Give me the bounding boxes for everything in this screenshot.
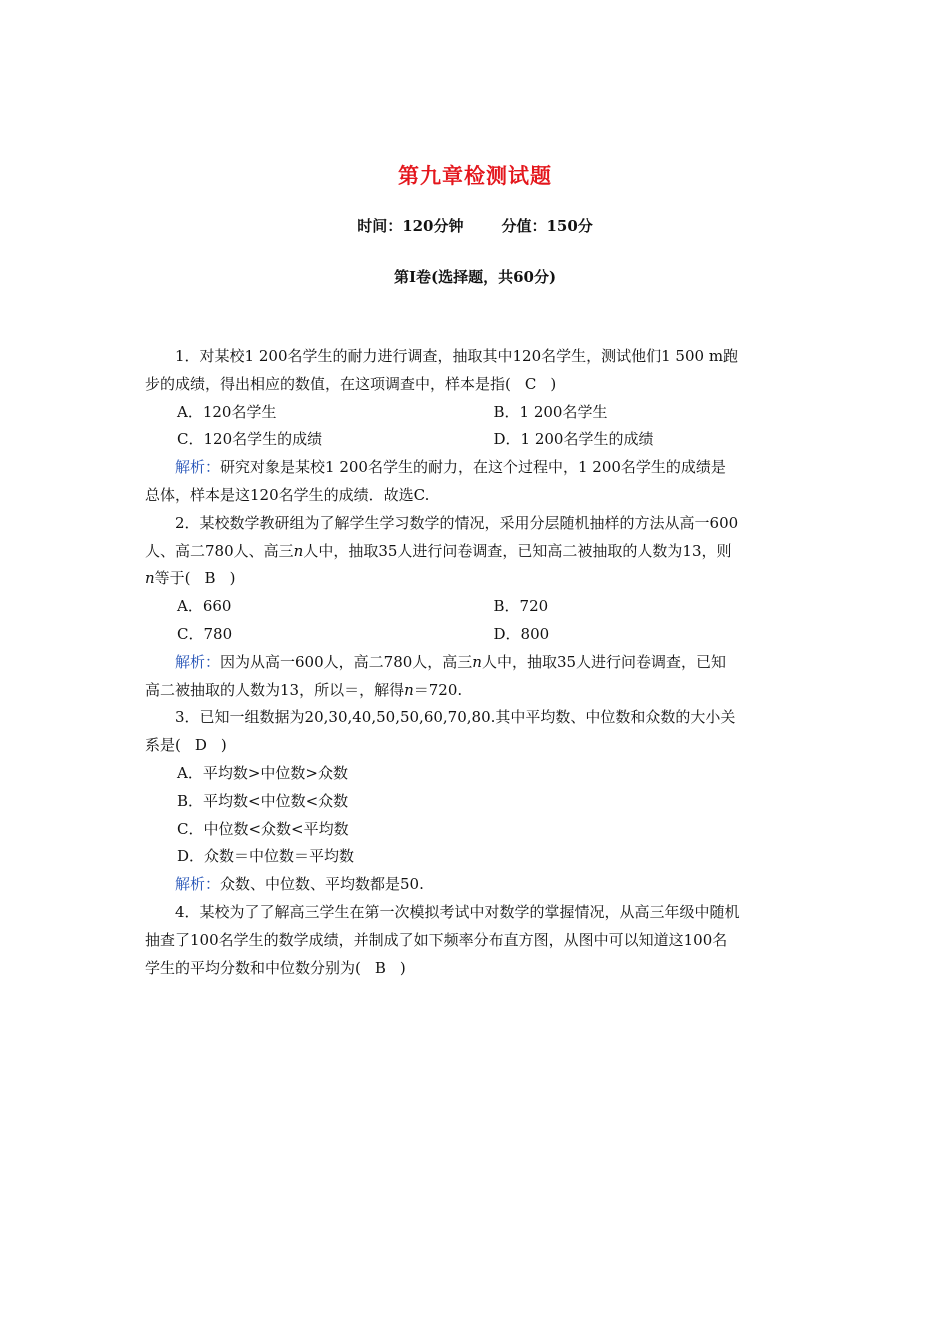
option-d: D．众数＝中位数＝平均数 bbox=[177, 847, 355, 866]
question-4-stem-line-2: 抽查了100名学生的数学成绩，并制成了如下频率分布直方图，从图中可以知道这100名 bbox=[145, 930, 728, 949]
option-c: C．中位数<众数<平均数 bbox=[177, 819, 349, 838]
question-1-options bbox=[145, 399, 810, 455]
question-4-answer: B bbox=[374, 958, 386, 977]
option-a: A．660 bbox=[177, 597, 232, 616]
question-1-analysis-line-2: 总体，样本是这120名学生的成绩．故选C. bbox=[145, 485, 430, 504]
question-2-analysis-line-2: 高二被抽取的人数为13，所以＝，解得n＝720. bbox=[145, 680, 463, 699]
option-c: C．120名学生的成绩 bbox=[177, 430, 323, 449]
exam-score: 分值：150分 bbox=[501, 217, 593, 235]
question-1-stem-line-2: 步的成绩，得出相应的数值，在这项调查中，样本是指( C ) bbox=[145, 371, 810, 399]
question-2-stem-line-2: 人、高二780人、高三n人中，抽取35人进行问卷调查，已知高二被抽取的人数为13，则 bbox=[145, 541, 732, 560]
section-heading: 第Ⅰ卷(选择题，共60分) bbox=[393, 268, 557, 286]
option-a: A．120名学生 bbox=[177, 402, 277, 421]
option-b: B．720 bbox=[493, 597, 549, 616]
question-2-analysis-line-1: 解析：因为从高一600人，高二780人，高三n人中，抽取35人进行问卷调查，已知 bbox=[175, 652, 727, 671]
question-1-stem-line-1: 1．对某校1 200名学生的耐力进行调查，抽取其中120名学生，测试他们1 500 m跑 bbox=[175, 347, 739, 365]
question-3-analysis-line-1: 解析：众数、中位数、平均数都是50. bbox=[175, 875, 424, 894]
question-2-stem-line-3: n等于( B ) bbox=[145, 565, 810, 593]
question-3-stem-line-2: 系是( D ) bbox=[145, 732, 810, 760]
option-a: A．平均数>中位数>众数 bbox=[177, 763, 348, 782]
question-3-stem-line-1: 3．已知一组数据为20,30,40,50,50,60,70,80.其中平均数、中位数和众数的大小关 bbox=[175, 708, 736, 727]
question-3-answer: D bbox=[194, 736, 207, 755]
option-c: C．780 bbox=[177, 624, 233, 643]
question-body bbox=[145, 343, 810, 982]
page-title: 第九章检测试题 bbox=[398, 163, 552, 188]
question-2-answer: B bbox=[204, 569, 216, 588]
option-b: B．1 200名学生 bbox=[493, 402, 608, 421]
question-4-stem-line-3: 学生的平均分数和中位数分别为( B ) bbox=[145, 955, 810, 983]
question-4-stem-line-1: 4．某校为了了解高三学生在第一次模拟考试中对数学的掌握情况，从高三年级中随机 bbox=[175, 902, 740, 921]
analysis-label: 解析： bbox=[175, 458, 221, 477]
analysis-label: 解析： bbox=[175, 652, 221, 671]
question-1-analysis-line-1: 解析：研究对象是某校1 200名学生的耐力，在这个过程中，1 200名学生的成绩是 bbox=[175, 458, 726, 477]
exam-time: 时间：120分钟 bbox=[357, 217, 464, 235]
question-1-answer: C bbox=[524, 374, 537, 393]
analysis-label: 解析： bbox=[175, 875, 221, 894]
exam-meta bbox=[0, 215, 950, 236]
question-3-options bbox=[145, 760, 810, 871]
question-2-stem-line-1: 2．某校数学教研组为了解学生学习数学的情况，采用分层随机抽样的方法从高一600 bbox=[175, 513, 739, 532]
question-2-options bbox=[145, 593, 810, 649]
option-d: D．800 bbox=[493, 624, 550, 643]
option-b: B．平均数<中位数<众数 bbox=[177, 791, 349, 810]
option-d: D．1 200名学生的成绩 bbox=[493, 430, 654, 449]
